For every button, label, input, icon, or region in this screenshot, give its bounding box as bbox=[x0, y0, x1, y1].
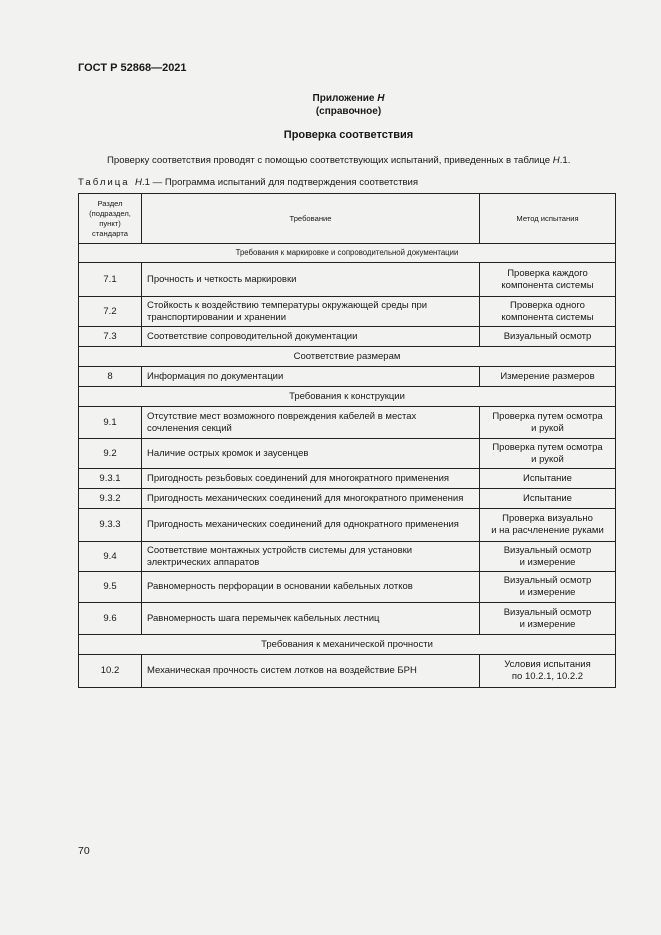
requirement-cell bbox=[142, 509, 480, 542]
method-cell bbox=[480, 655, 616, 688]
table-row bbox=[79, 509, 616, 542]
requirement-cell-line: Механическая прочность систем лотков на воздействие БРН bbox=[147, 665, 417, 676]
line: Метод испытания bbox=[516, 213, 579, 223]
section-heading: Проверка соответствия bbox=[283, 129, 414, 141]
requirement-cell bbox=[142, 407, 480, 439]
caption-number-tail: .1 bbox=[141, 177, 150, 188]
requirement-cell-line: Информация по документации bbox=[147, 370, 284, 382]
col-header-method bbox=[480, 194, 616, 244]
table-section-row bbox=[79, 387, 616, 407]
method-cell bbox=[480, 572, 616, 603]
requirement-cell bbox=[142, 263, 480, 297]
table-row bbox=[79, 603, 616, 635]
annex-label: Приложение bbox=[312, 93, 375, 104]
method-cell bbox=[480, 509, 616, 542]
method-cell-line: Визуальный осмотр bbox=[503, 544, 592, 556]
section-number: 9.3.3 bbox=[79, 509, 142, 542]
section-title: Соответствие размерам bbox=[79, 347, 616, 367]
table-row bbox=[79, 439, 616, 469]
caption-title: — Программа испытаний для подтверждения соответствия bbox=[149, 177, 419, 188]
annex-kind: (справочное) bbox=[315, 106, 382, 117]
requirement-cell bbox=[142, 297, 480, 327]
method-cell-line: компонента системы bbox=[501, 311, 594, 323]
method-cell-line: Проверка каждого bbox=[507, 267, 588, 279]
method-cell-line: по 10.2.1, 10.2.2 bbox=[511, 671, 584, 682]
table-row bbox=[79, 327, 616, 347]
method-cell-line: компонента системы bbox=[501, 279, 594, 291]
requirement-cell-line: Отсутствие мест возможного повреждения кабелей в местах bbox=[147, 410, 417, 422]
table-row bbox=[79, 407, 616, 439]
table-row bbox=[79, 655, 616, 688]
requirement-cell bbox=[142, 489, 480, 509]
method-cell-line: Проверка путем осмотра bbox=[492, 410, 603, 422]
requirement-cell-line: Стойкость к воздействию температуры окружающей среды при bbox=[147, 299, 428, 311]
section-number: 7.3 bbox=[79, 327, 142, 347]
requirement-cell bbox=[142, 572, 480, 603]
annex-label-line bbox=[36, 92, 661, 105]
requirement-cell bbox=[142, 542, 480, 572]
section-number: 10.2 bbox=[79, 655, 142, 688]
section-number: 9.4 bbox=[79, 542, 142, 572]
method-cell-line: и на расчленение руками bbox=[491, 525, 604, 536]
line: Требование bbox=[289, 213, 332, 223]
requirement-cell-line: Равномерность перфорации в основании кабельных лотков bbox=[147, 581, 413, 592]
method-cell-line: и рукой bbox=[531, 422, 564, 434]
intro-text: Проверку соответствия проводят с помощью соответствующих испытаний, приведенных в таблице bbox=[107, 155, 553, 166]
method-cell bbox=[480, 297, 616, 327]
requirement-cell bbox=[142, 439, 480, 469]
method-cell bbox=[480, 603, 616, 635]
requirement-cell-line: электрических аппаратов bbox=[147, 556, 260, 568]
annex-title bbox=[0, 92, 661, 118]
test-program-table bbox=[78, 193, 616, 688]
section-number: 7.1 bbox=[79, 263, 142, 297]
caption-word: Таблица bbox=[78, 177, 130, 188]
section-number: 9.5 bbox=[79, 572, 142, 603]
method-cell bbox=[480, 439, 616, 469]
requirement-cell bbox=[142, 367, 480, 387]
line: стандарта bbox=[92, 228, 128, 238]
line: Раздел bbox=[97, 198, 123, 208]
method-cell bbox=[480, 542, 616, 572]
requirement-cell bbox=[142, 655, 480, 688]
requirement-cell-line: Наличие острых кромок и заусенцев bbox=[147, 447, 309, 459]
caption-number: Н bbox=[134, 177, 142, 188]
section-number: 9.1 bbox=[79, 407, 142, 439]
page-number: 70 bbox=[78, 845, 90, 857]
requirement-cell-line: Соответствие сопроводительной документации bbox=[147, 330, 358, 342]
requirement-cell-line: Равномерность шага перемычек кабельных лестниц bbox=[147, 612, 380, 624]
method-cell bbox=[480, 263, 616, 297]
section-title: Требования к маркировке и сопроводительной документации bbox=[79, 244, 616, 263]
method-cell-line: Проверка путем осмотра bbox=[492, 441, 603, 453]
section-number: 8 bbox=[79, 367, 142, 387]
section-number: 7.2 bbox=[79, 297, 142, 327]
table-row bbox=[79, 367, 616, 387]
requirement-cell bbox=[142, 327, 480, 347]
requirement-cell-line: Соответствие монтажных устройств системы для установки bbox=[147, 544, 413, 556]
method-cell-line: Проверка одного bbox=[510, 299, 585, 311]
requirement-cell-line: Пригодность механических соединений для многократного применения bbox=[147, 492, 464, 504]
method-cell bbox=[480, 327, 616, 347]
section-number: 9.2 bbox=[79, 439, 142, 469]
method-cell-line: и измерение bbox=[519, 618, 576, 630]
requirement-cell-line: транспортировании и хранении bbox=[147, 311, 287, 323]
section-title: Требования к механической прочности bbox=[79, 635, 616, 655]
table-row bbox=[79, 572, 616, 603]
requirement-cell-line: сочленения секций bbox=[147, 422, 232, 434]
method-cell-line: Испытание bbox=[523, 472, 572, 484]
section-number: 9.6 bbox=[79, 603, 142, 635]
table-row bbox=[79, 297, 616, 327]
method-cell-line: Визуальный осмотр bbox=[503, 575, 592, 586]
method-cell bbox=[480, 367, 616, 387]
requirement-cell-line: Пригодность резьбовых соединений для многократного применения bbox=[147, 472, 450, 484]
requirement-cell-line: Прочность и четкость маркировки bbox=[147, 273, 297, 285]
method-cell bbox=[480, 489, 616, 509]
requirement-cell bbox=[142, 603, 480, 635]
table-row bbox=[79, 542, 616, 572]
table-row bbox=[79, 469, 616, 489]
annex-letter: Н bbox=[377, 93, 385, 104]
method-cell bbox=[480, 469, 616, 489]
line: пункт) bbox=[99, 218, 121, 228]
table-header-row bbox=[79, 194, 616, 244]
section-title: Требования к конструкции bbox=[79, 387, 616, 407]
col-header-requirement bbox=[142, 194, 480, 244]
table-section-row bbox=[79, 244, 616, 263]
standard-number: ГОСТ Р 52868—2021 bbox=[78, 62, 187, 74]
col-header-section bbox=[79, 194, 142, 244]
section-number: 9.3.2 bbox=[79, 489, 142, 509]
table-section-row bbox=[79, 635, 616, 655]
line: (подраздел, bbox=[89, 208, 131, 218]
method-cell-line: и измерение bbox=[519, 556, 576, 568]
table-row bbox=[79, 489, 616, 509]
method-cell bbox=[480, 407, 616, 439]
method-cell-line: Испытание bbox=[523, 492, 572, 504]
intro-paragraph bbox=[107, 155, 570, 166]
requirement-cell bbox=[142, 469, 480, 489]
method-cell-line: и измерение bbox=[519, 587, 576, 598]
table-row bbox=[79, 263, 616, 297]
method-cell-line: и рукой bbox=[531, 453, 564, 465]
method-cell-line: Измерение размеров bbox=[500, 370, 595, 382]
method-cell-line: Визуальный осмотр bbox=[503, 330, 592, 342]
table-caption bbox=[78, 177, 418, 188]
method-cell-line: Проверка визуально bbox=[502, 513, 593, 524]
table-body bbox=[79, 194, 616, 688]
method-cell-line: Визуальный осмотр bbox=[503, 606, 592, 618]
section-number: 9.3.1 bbox=[79, 469, 142, 489]
intro-table-ref: Н bbox=[552, 155, 560, 166]
requirement-cell-line: Пригодность механических соединений для однократного применения bbox=[147, 519, 459, 530]
table-section-row bbox=[79, 347, 616, 367]
intro-ref-tail: .1. bbox=[559, 155, 571, 166]
method-cell-line: Условия испытания bbox=[504, 659, 591, 670]
